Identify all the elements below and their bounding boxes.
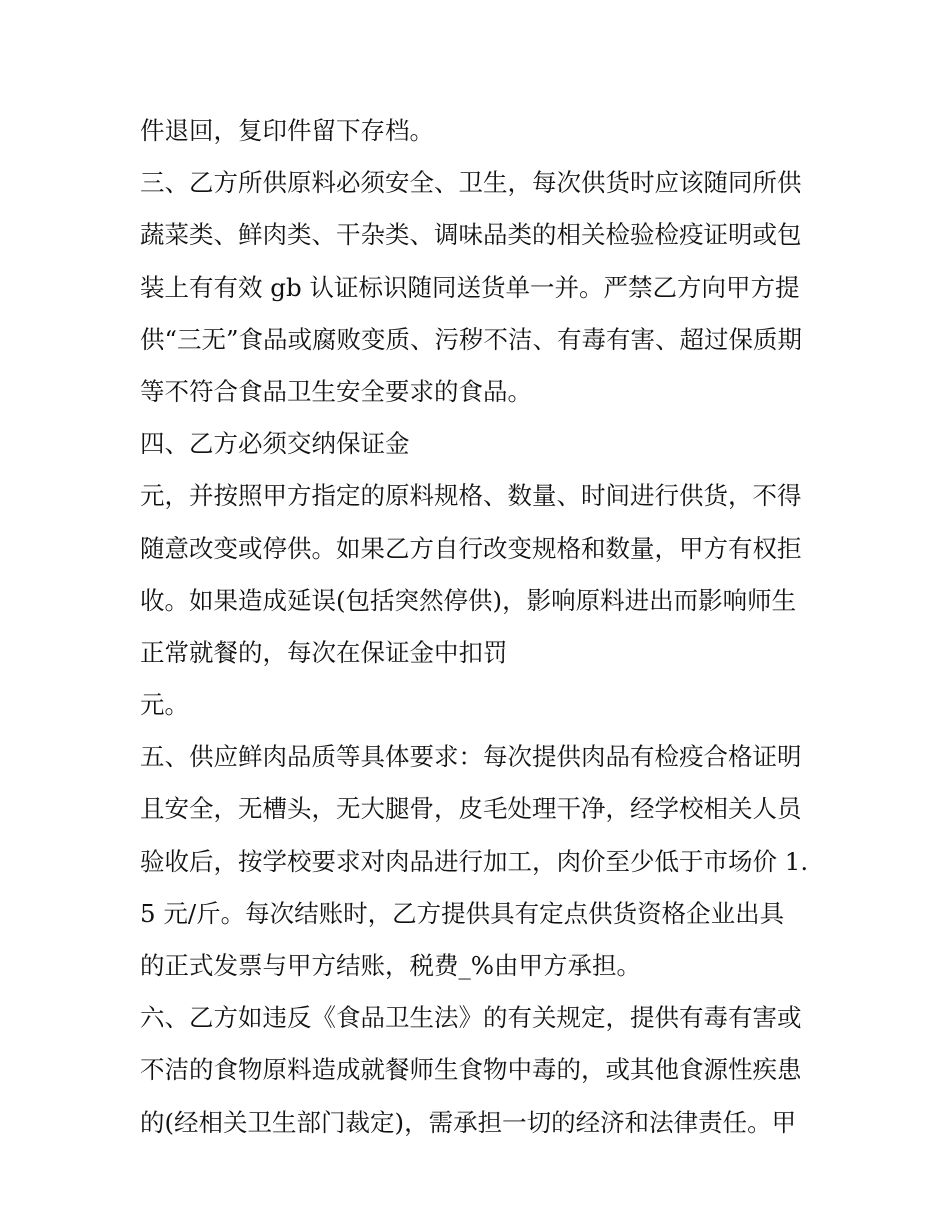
text-line: 元。 — [140, 690, 189, 720]
text-line: 四、乙方必须交纳保证金 — [140, 429, 410, 459]
text-line: 三、乙方所供原料必须安全、卫生，每次供货时应该随同所供 — [140, 168, 802, 198]
text-line: 5 元/斤。每次结账时，乙方提供具有定点供货资格企业出具 — [140, 898, 785, 928]
text-line: 蔬菜类、鲜肉类、干杂类、调味品类的相关检验检疫证明或包 — [140, 220, 802, 250]
text-line: 等不符合食品卫生安全要求的食品。 — [140, 376, 532, 406]
text-line: 验收后，按学校要求对肉品进行加工，肉价至少低于市场价 1. — [140, 846, 809, 876]
text-line: 装上有有效 gb 认证标识随同送货单一并。严禁乙方向甲方提 — [140, 272, 800, 302]
text-line: 收。如果造成延误(包括突然停供)，影响原料进出而影响师生 — [140, 585, 797, 615]
text-line: 五、供应鲜肉品质等具体要求：每次提供肉品有检疫合格证明 — [140, 742, 802, 772]
text-line: 且安全，无槽头，无大腿骨，皮毛处理干净，经学校相关人员 — [140, 794, 802, 824]
text-line: 六、乙方如违反《食品卫生法》的有关规定，提供有毒有害或 — [140, 1003, 802, 1033]
document-body — [140, 108, 820, 1152]
text-line: 不洁的食物原料造成就餐师生食物中毒的，或其他食源性疾患 — [140, 1055, 802, 1085]
text-line: 随意改变或停供。如果乙方自行改变规格和数量，甲方有权拒 — [140, 533, 802, 563]
text-line: 的(经相关卫生部门裁定)，需承担一切的经济和法律责任。甲 — [140, 1107, 797, 1137]
text-line: 元，并按照甲方指定的原料规格、数量、时间进行供货，不得 — [140, 481, 802, 511]
text-line: 的正式发票与甲方结账，税费_%由甲方承担。 — [140, 951, 642, 980]
text-line: 正常就餐的，每次在保证金中扣罚 — [140, 637, 508, 667]
text-line: 供“三无”食品或腐败变质、污秽不洁、有毒有害、超过保质期 — [140, 324, 803, 354]
text-line: 件退回，复印件留下存档。 — [140, 116, 434, 145]
